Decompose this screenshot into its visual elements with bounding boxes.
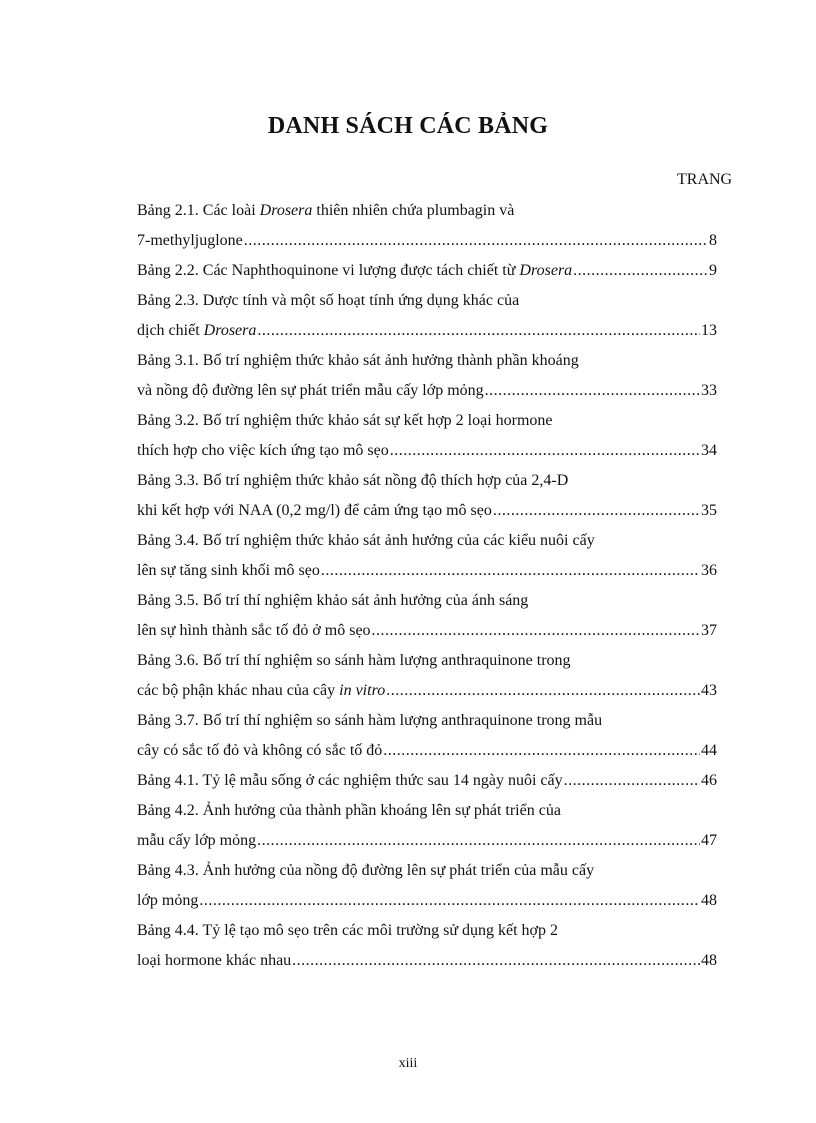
- entry-caption-continued: lên sự tăng sinh khối mô sẹo: [137, 562, 320, 579]
- toc-entry-line: [137, 676, 717, 706]
- toc-entry-text: [137, 676, 385, 706]
- dot-leader: [372, 616, 700, 646]
- toc-entry-line: [137, 496, 717, 526]
- toc-entry: [137, 526, 717, 586]
- entry-page-number: 43: [701, 682, 717, 699]
- toc-entry-text: [137, 352, 579, 369]
- toc-entry-line: [137, 376, 717, 406]
- toc-entry-line: [137, 586, 717, 616]
- toc-entry-text: [137, 412, 553, 429]
- entry-page-number: 9: [709, 262, 717, 279]
- entry-caption: Bảng 3.4. Bố trí nghiệm thức khảo sát ảnh hưởng của các kiểu nuôi cấy: [137, 532, 595, 549]
- entry-page-number: 34: [701, 442, 717, 459]
- dot-leader: [564, 766, 700, 796]
- page-column-header: TRANG: [677, 171, 733, 188]
- entry-caption: Bảng 4.3. Ảnh hưởng của nồng độ đường lên sự phát triển của mẫu cấy: [137, 862, 595, 879]
- toc-entry-line: [137, 736, 717, 766]
- entry-caption-continued: cây có sắc tố đỏ và không có sắc tố đỏ: [137, 742, 383, 759]
- toc-entry: [137, 256, 717, 286]
- entry-page-number: 36: [701, 562, 717, 579]
- entry-caption-continued: lớp mỏng: [137, 892, 199, 909]
- toc-entry-text: [137, 226, 243, 256]
- toc-entry-line: [137, 346, 717, 376]
- dot-leader: [244, 226, 708, 256]
- entry-page-number: 37: [701, 622, 717, 639]
- dot-leader: [493, 496, 700, 526]
- toc-entry-text: [137, 592, 528, 609]
- dot-leader: [321, 556, 700, 586]
- toc-entry: [137, 586, 717, 646]
- toc-entry-line: [137, 196, 717, 226]
- toc-entry: [137, 916, 717, 976]
- entry-caption: Bảng 2.3. Dược tính và một số hoạt tính ứng dụng khác của: [137, 292, 520, 309]
- toc-entry-text: [137, 652, 571, 669]
- entry-page-number: 46: [701, 772, 717, 789]
- toc-entry-line: [137, 316, 717, 346]
- entry-page-number: 47: [701, 832, 717, 849]
- toc-entry-line: [137, 526, 717, 556]
- entry-caption-italic: Drosera: [203, 322, 257, 339]
- toc-entry: [137, 856, 717, 916]
- toc-entry-text: [137, 472, 568, 489]
- toc-entry-line: [137, 556, 717, 586]
- toc-entry-text: [137, 766, 563, 796]
- toc-entry-text: [137, 436, 389, 466]
- entry-caption: Bảng 3.3. Bố trí nghiệm thức khảo sát nồng độ thích hợp của 2,4-D: [137, 472, 569, 489]
- entry-caption: Bảng 3.5. Bố trí thí nghiệm khảo sát ảnh hưởng của ánh sáng: [137, 592, 529, 609]
- toc-entry: [137, 706, 717, 766]
- entry-caption-continued: mẫu cấy lớp mỏng: [137, 832, 257, 849]
- toc-entry-text: [137, 826, 256, 856]
- toc-entry-line: [137, 406, 717, 436]
- toc-entry-text: [137, 556, 320, 586]
- toc-entry-text: [137, 532, 595, 549]
- entry-caption: Bảng 4.2. Ảnh hưởng của thành phần khoáng lên sự phát triển của: [137, 802, 561, 819]
- toc-entry-text: [137, 316, 256, 346]
- table-list: [137, 196, 717, 976]
- toc-entry-line: [137, 226, 717, 256]
- toc-entry: [137, 766, 717, 796]
- entry-caption-continued: lên sự hình thành sắc tố đỏ ở mô sẹo: [137, 622, 371, 639]
- entry-caption-continued: và nồng độ đường lên sự phát triển mẫu cấy lớp mỏng: [137, 382, 484, 399]
- toc-entry: [137, 196, 717, 256]
- dot-leader: [257, 826, 700, 856]
- toc-entry-line: [137, 436, 717, 466]
- toc-entry-line: [137, 646, 717, 676]
- entry-page-number: 44: [701, 742, 717, 759]
- toc-entry-text: [137, 736, 382, 766]
- toc-entry-line: [137, 286, 717, 316]
- toc-entry-text: [137, 862, 594, 879]
- toc-entry-line: [137, 796, 717, 826]
- toc-entry-text: [137, 922, 558, 939]
- dot-leader: [292, 946, 700, 976]
- toc-entry-line: [137, 826, 717, 856]
- toc-entry-line: [137, 706, 717, 736]
- entry-caption-continued: các bộ phận khác nhau của cây: [137, 682, 340, 699]
- entry-caption: Bảng 3.1. Bố trí nghiệm thức khảo sát ảnh hưởng thành phần khoáng: [137, 352, 579, 369]
- entry-caption-continued: loại hormone khác nhau: [137, 952, 292, 969]
- toc-entry: [137, 286, 717, 346]
- entry-caption: Bảng 4.1. Tỷ lệ mẫu sống ở các nghiệm thức sau 14 ngày nuôi cấy: [137, 772, 563, 789]
- toc-entry-text: [137, 292, 519, 309]
- page-number: xiii: [398, 1056, 418, 1071]
- toc-entry-text: [137, 376, 484, 406]
- entry-page-number: 35: [701, 502, 717, 519]
- toc-entry-text: [137, 712, 602, 729]
- entry-caption: Bảng 4.4. Tỷ lệ tạo mô sẹo trên các môi trường sử dụng kết hợp 2: [137, 922, 559, 939]
- toc-entry-line: [137, 916, 717, 946]
- toc-entry-text: [137, 256, 572, 286]
- dot-leader: [383, 736, 700, 766]
- toc-entry: [137, 406, 717, 466]
- toc-entry-line: [137, 946, 717, 976]
- toc-entry-text: [137, 496, 492, 526]
- entry-caption: Bảng 2.1. Các loài: [137, 202, 260, 219]
- entry-caption: Bảng 3.6. Bố trí thí nghiệm so sánh hàm lượng anthraquinone trong: [137, 652, 571, 669]
- toc-entry: [137, 346, 717, 406]
- dot-leader: [390, 436, 700, 466]
- entry-caption-tail: thiên nhiên chứa plumbagin và: [312, 202, 515, 219]
- dot-leader: [199, 886, 700, 916]
- entry-caption: Bảng 3.2. Bố trí nghiệm thức khảo sát sự kết hợp 2 loại hormone: [137, 412, 553, 429]
- entry-caption-continued: 7-methyljuglone: [137, 232, 243, 249]
- toc-entry: [137, 466, 717, 526]
- entry-caption: Bảng 2.2. Các Naphthoquinone vi lượng được tách chiết từ: [137, 262, 520, 279]
- entry-caption-italic: in vitro: [339, 682, 386, 699]
- entry-caption-continued: dịch chiết: [137, 322, 204, 339]
- dot-leader: [386, 676, 700, 706]
- toc-entry-line: [137, 766, 717, 796]
- entry-page-number: 13: [701, 322, 717, 339]
- toc-entry-text: [137, 202, 514, 219]
- entry-page-number: 48: [701, 952, 717, 969]
- entry-caption-continued: khi kết hợp với NAA (0,2 mg/l) để cảm ứng tạo mô sẹo: [137, 502, 492, 519]
- toc-entry-text: [137, 886, 198, 916]
- toc-entry-line: [137, 886, 717, 916]
- toc-entry-text: [137, 616, 371, 646]
- toc-entry-line: [137, 256, 717, 286]
- entry-caption: Bảng 3.7. Bố trí thí nghiệm so sánh hàm lượng anthraquinone trong mẫu: [137, 712, 603, 729]
- entry-page-number: 33: [701, 382, 717, 399]
- dot-leader: [573, 256, 708, 286]
- entry-caption-italic: Drosera: [519, 262, 573, 279]
- toc-entry-line: [137, 466, 717, 496]
- toc-entry-line: [137, 856, 717, 886]
- toc-entry-line: [137, 616, 717, 646]
- toc-entry-text: [137, 946, 291, 976]
- entry-page-number: 8: [709, 232, 717, 249]
- toc-entry: [137, 646, 717, 706]
- entry-caption-italic: Drosera: [259, 202, 313, 219]
- page-title: DANH SÁCH CÁC BẢNG: [267, 113, 549, 139]
- entry-caption-continued: thích hợp cho việc kích ứng tạo mô sẹo: [137, 442, 389, 459]
- dot-leader: [257, 316, 700, 346]
- toc-entry: [137, 796, 717, 856]
- toc-entry-text: [137, 802, 561, 819]
- entry-page-number: 48: [701, 892, 717, 909]
- dot-leader: [485, 376, 700, 406]
